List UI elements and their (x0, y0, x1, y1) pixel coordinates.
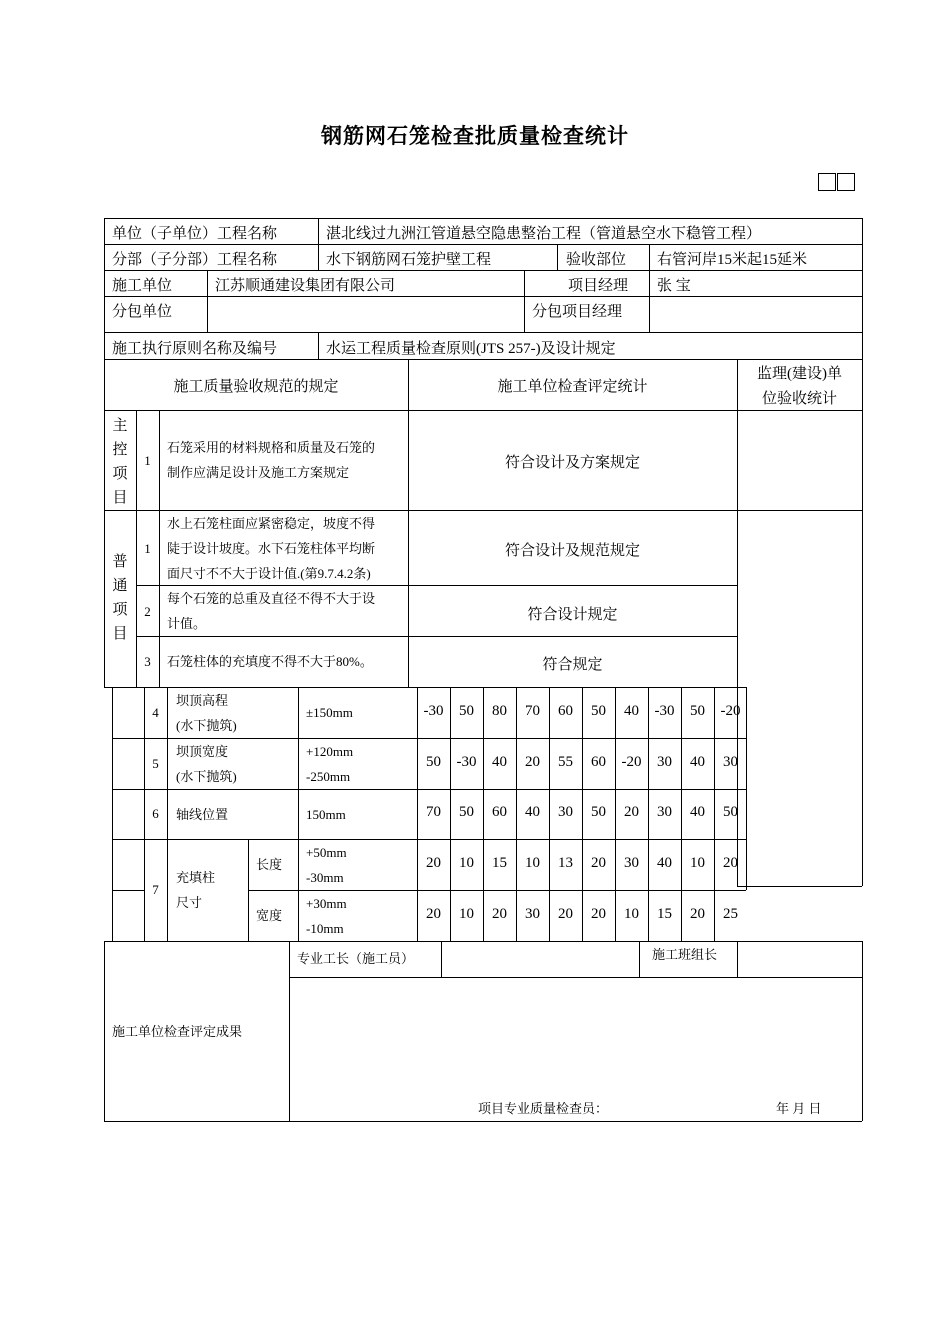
measure-value: 10 (624, 905, 639, 922)
measure-tolerance: -30mm (306, 869, 344, 885)
date-label: 年 月 日 (776, 1101, 822, 1116)
unit-label: 单位（子单位）工程名称 (112, 226, 278, 242)
general-item-2-no: 2 (144, 604, 151, 619)
measure-value: 25 (723, 905, 738, 922)
accept-part-value: 右管河岸15米起15延米 (657, 252, 808, 268)
general-item-1-no: 1 (144, 541, 151, 556)
measure-value: 10 (690, 854, 705, 871)
checkbox-1 (818, 173, 836, 191)
measure-value: 60 (558, 702, 573, 719)
measure-value: 30 (558, 804, 573, 820)
measure-item-name: (水下抛筑) (176, 717, 237, 733)
measure-value: 70 (426, 804, 441, 820)
measure-value: 13 (558, 854, 573, 871)
team-leader-label: 施工班组长 (652, 947, 718, 962)
measure-tolerance: +30mm (306, 895, 347, 911)
measure-item-name: (水下抛筑) (176, 768, 237, 784)
measure-value: 20 (525, 753, 540, 770)
constructor-value: 江苏顺通建设集团有限公司 (215, 278, 396, 294)
general-item-1-result: 符合设计及规范规定 (504, 543, 640, 559)
result-label: 施工单位检查评定成果 (112, 1024, 243, 1039)
inspector-label: 项目专业质量检查员： (478, 1101, 609, 1116)
measure-value: 50 (591, 804, 606, 820)
measure-value: 50 (426, 753, 441, 770)
measure-value: 30 (624, 854, 639, 871)
general-items-label: 普 通 项 目 (112, 554, 128, 642)
main-items-label: 主 控 项 目 (112, 418, 128, 506)
general-item-3-text: 石笼柱体的充填度不得不大于80%。 (167, 654, 373, 669)
measure-tolerance: -250mm (306, 768, 351, 784)
measure-row-no: 7 (152, 882, 159, 897)
main-item-1-result: 符合设计及方案规定 (504, 455, 640, 471)
measure-value: -30 (456, 753, 477, 770)
measure-item-name: 轴线位置 (176, 806, 229, 822)
measure-item-name: 尺寸 (176, 895, 203, 910)
standard-value: 水运工程质量检查原则(JTS 257-)及设计规定 (326, 341, 616, 357)
measure-value: 20 (690, 905, 705, 922)
measure-value: 20 (723, 854, 738, 871)
measure-item-name: 充填柱 (176, 870, 216, 885)
general-item-3-result: 符合规定 (542, 657, 603, 673)
measure-value: 10 (459, 854, 474, 871)
measure-value: 50 (690, 702, 705, 719)
measure-value: 20 (426, 905, 441, 922)
measure-value: 15 (492, 854, 507, 871)
measure-value: 40 (690, 753, 705, 770)
measure-value: -30 (654, 702, 675, 719)
measure-row-no: 6 (152, 806, 159, 821)
supervisor-header-line1: 监理(建设)单 (757, 366, 842, 382)
accept-part-label: 验收部位 (566, 252, 627, 268)
pm-label: 项目经理 (568, 278, 629, 294)
measure-value: 10 (525, 854, 540, 871)
measure-tolerance: 150mm (306, 806, 346, 822)
measure-value: 30 (657, 804, 672, 820)
unit-value: 湛北线过九洲江管道悬空隐患整治工程（管道悬空水下稳管工程） (326, 226, 762, 242)
page-title: 钢筋网石笼检查批质量检查统计 (321, 124, 629, 148)
foreman-label: 专业工长（施工员） (297, 951, 415, 966)
measure-value: 40 (492, 753, 507, 770)
measure-item-name: 坝顶高程 (176, 692, 229, 708)
measure-value: 80 (492, 702, 507, 719)
general-item-1-text: 水上石笼柱面应紧密稳定，坡度不得 陡于设计坡度。水下石笼柱体平均断 面尺寸不不大于设计值.(第9.7.4.2条) (167, 516, 376, 581)
measure-value: 55 (558, 753, 573, 770)
measure-tolerance: ±150mm (306, 705, 353, 720)
constructor-label: 施工单位 (112, 278, 173, 294)
general-item-2-text: 每个石笼的总重及直径不得不大于设 计值。 (167, 591, 376, 631)
measure-value: 20 (624, 804, 639, 820)
measure-item-name: 坝顶宽度 (176, 743, 229, 759)
sub-project-value: 水下钢筋网石笼护壁工程 (326, 252, 492, 268)
measure-value: 40 (690, 804, 705, 820)
measure-value: 30 (723, 753, 738, 770)
measure-value: 20 (591, 854, 606, 871)
sub-pm-label: 分包项目经理 (532, 304, 623, 320)
measure-value: 50 (591, 702, 606, 719)
measure-value: 70 (525, 702, 540, 719)
measure-value: -20 (720, 702, 741, 719)
subcontractor-label: 分包单位 (112, 304, 173, 320)
eval-column-header: 施工单位检查评定统计 (497, 379, 648, 395)
measure-value: 60 (591, 753, 606, 770)
measure-tolerance: +50mm (306, 844, 347, 860)
spec-column-header: 施工质量验收规范的规定 (173, 379, 339, 395)
measure-value: 15 (657, 905, 672, 922)
measure-value: 40 (624, 702, 639, 719)
sub-project-label: 分部（子分部）工程名称 (112, 252, 278, 268)
measure-tolerance: -10mm (306, 920, 344, 936)
measure-value: 50 (723, 804, 738, 820)
measure-value: 40 (657, 854, 672, 871)
checkbox-2 (837, 173, 855, 191)
measure-value: 40 (525, 804, 540, 820)
measure-value: 10 (459, 905, 474, 922)
measure-value: 30 (525, 905, 540, 922)
measure-sub-label: 长度 (256, 856, 283, 872)
measure-sub-label: 宽度 (256, 907, 283, 923)
pm-value: 张 宝 (657, 278, 691, 294)
general-item-2-result: 符合设计规定 (527, 607, 618, 623)
standard-label: 施工执行原则名称及编号 (112, 341, 278, 357)
measure-value: 30 (657, 753, 672, 770)
measure-row-no: 4 (152, 704, 159, 720)
supervisor-header-line2: 位验收统计 (761, 391, 837, 407)
measure-value: 60 (492, 804, 507, 820)
measure-value: 20 (492, 905, 507, 922)
measure-value: 20 (591, 905, 606, 922)
main-item-1-text: 石笼采用的材料规格和质量及石笼的 制作应满足设计及施工方案规定 (167, 440, 376, 480)
measure-value: 50 (459, 804, 474, 820)
measure-value: 50 (459, 702, 474, 719)
measure-value: 20 (558, 905, 573, 922)
measure-tolerance: +120mm (306, 743, 354, 759)
measure-row-no: 5 (152, 755, 159, 771)
general-item-3-no: 3 (144, 654, 151, 669)
measure-value: 20 (426, 854, 441, 871)
main-item-1-no: 1 (144, 453, 151, 468)
measure-value: -30 (423, 702, 444, 719)
measure-value: -20 (621, 753, 642, 770)
checkbox-pair (818, 173, 856, 196)
